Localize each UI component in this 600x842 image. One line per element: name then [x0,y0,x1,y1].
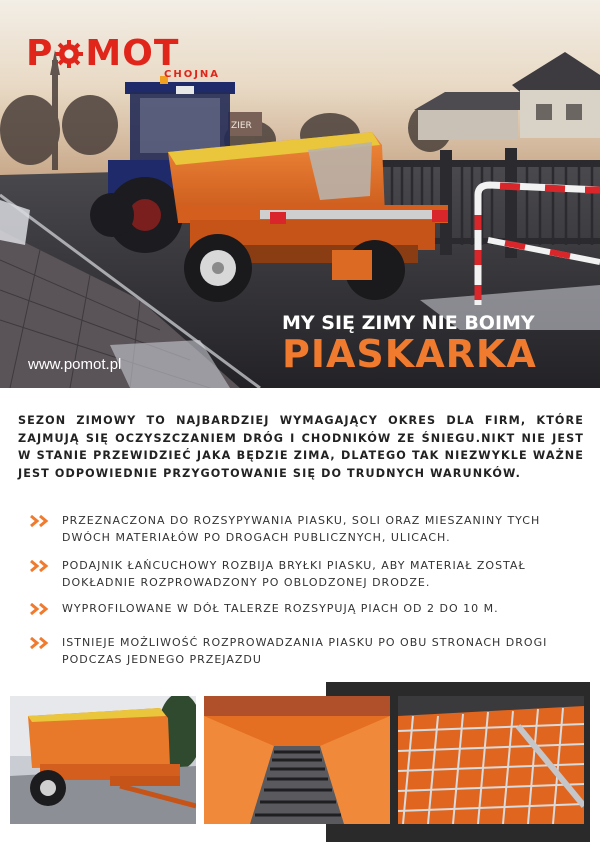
hero-banner [0,0,600,388]
feature-text: PODAJNIK ŁAŃCUCHOWY ROZBIJA BRYŁKI PIASKU, ABY MATERIAŁ ZOSTAŁ DOKŁADNIE ROZPROWADZONY PO OBLODZONEJ DRODZE. [62,559,526,589]
hero-headline: PIASKARKA [282,332,537,376]
sign-text: ZIER [231,121,252,131]
feature-item [30,557,590,591]
feature-item [30,512,590,546]
double-chevron-icon [30,560,52,572]
logo-letter-p: P [26,33,54,74]
feature-item [30,600,590,617]
feature-item [30,634,590,668]
website-link[interactable]: www.pomot.pl [28,356,122,373]
gallery-photo-grate [398,696,584,824]
feature-text: WYPROFILOWANE W DÓŁ TALERZE ROZSYPUJĄ PIACH OD 2 DO 10 M. [62,602,499,615]
logo-letters-mot: MOT [85,33,180,74]
double-chevron-icon [30,515,52,527]
hero-slogan: MY SIĘ ZIMY NIE BOIMY [282,312,535,334]
intro-paragraph: SEZON ZIMOWY TO NAJBARDZIEJ WYMAGAJĄCY OKRES DLA FIRM, KTÓRE ZAJMUJĄ SIĘ OCZYSZCZANIEM DRÓG I CHODNIKÓW ZE ŚNIEGU.NIKT NIE JEST W STANIE PRZEWIDZIEĆ JAKA BĘDZIE ZIMA, DLATEGO TAK NIEZWYKLE WAŻNE JEST ODPOWIEDNIE PRZYGOTOWANIE SIĘ DO TRUDNYCH WARUNKÓW. [18,414,584,480]
double-chevron-icon [30,637,52,649]
gear-icon [54,39,84,69]
feature-text: ISTNIEJE MOŻLIWOŚĆ ROZPROWADZANIA PIASKU PO OBU STRONACH DROGI PODCZAS JEDNEGO PRZEJAZDU [62,636,548,666]
feature-text: PRZEZNACZONA DO ROZSYPYWANIA PIASKU, SOLI ORAZ MIESZANINY TYCH DWÓCH MATERIAŁÓW PO DROGACH PUBLICZNYCH, ULICACH. [62,514,541,544]
gallery-photo-spreader [10,696,196,824]
logo-subtitle: CHOJNA [164,69,221,80]
gallery-photo-chain-conveyor [204,696,390,824]
brand-logo [26,33,221,80]
double-chevron-icon [30,603,52,615]
